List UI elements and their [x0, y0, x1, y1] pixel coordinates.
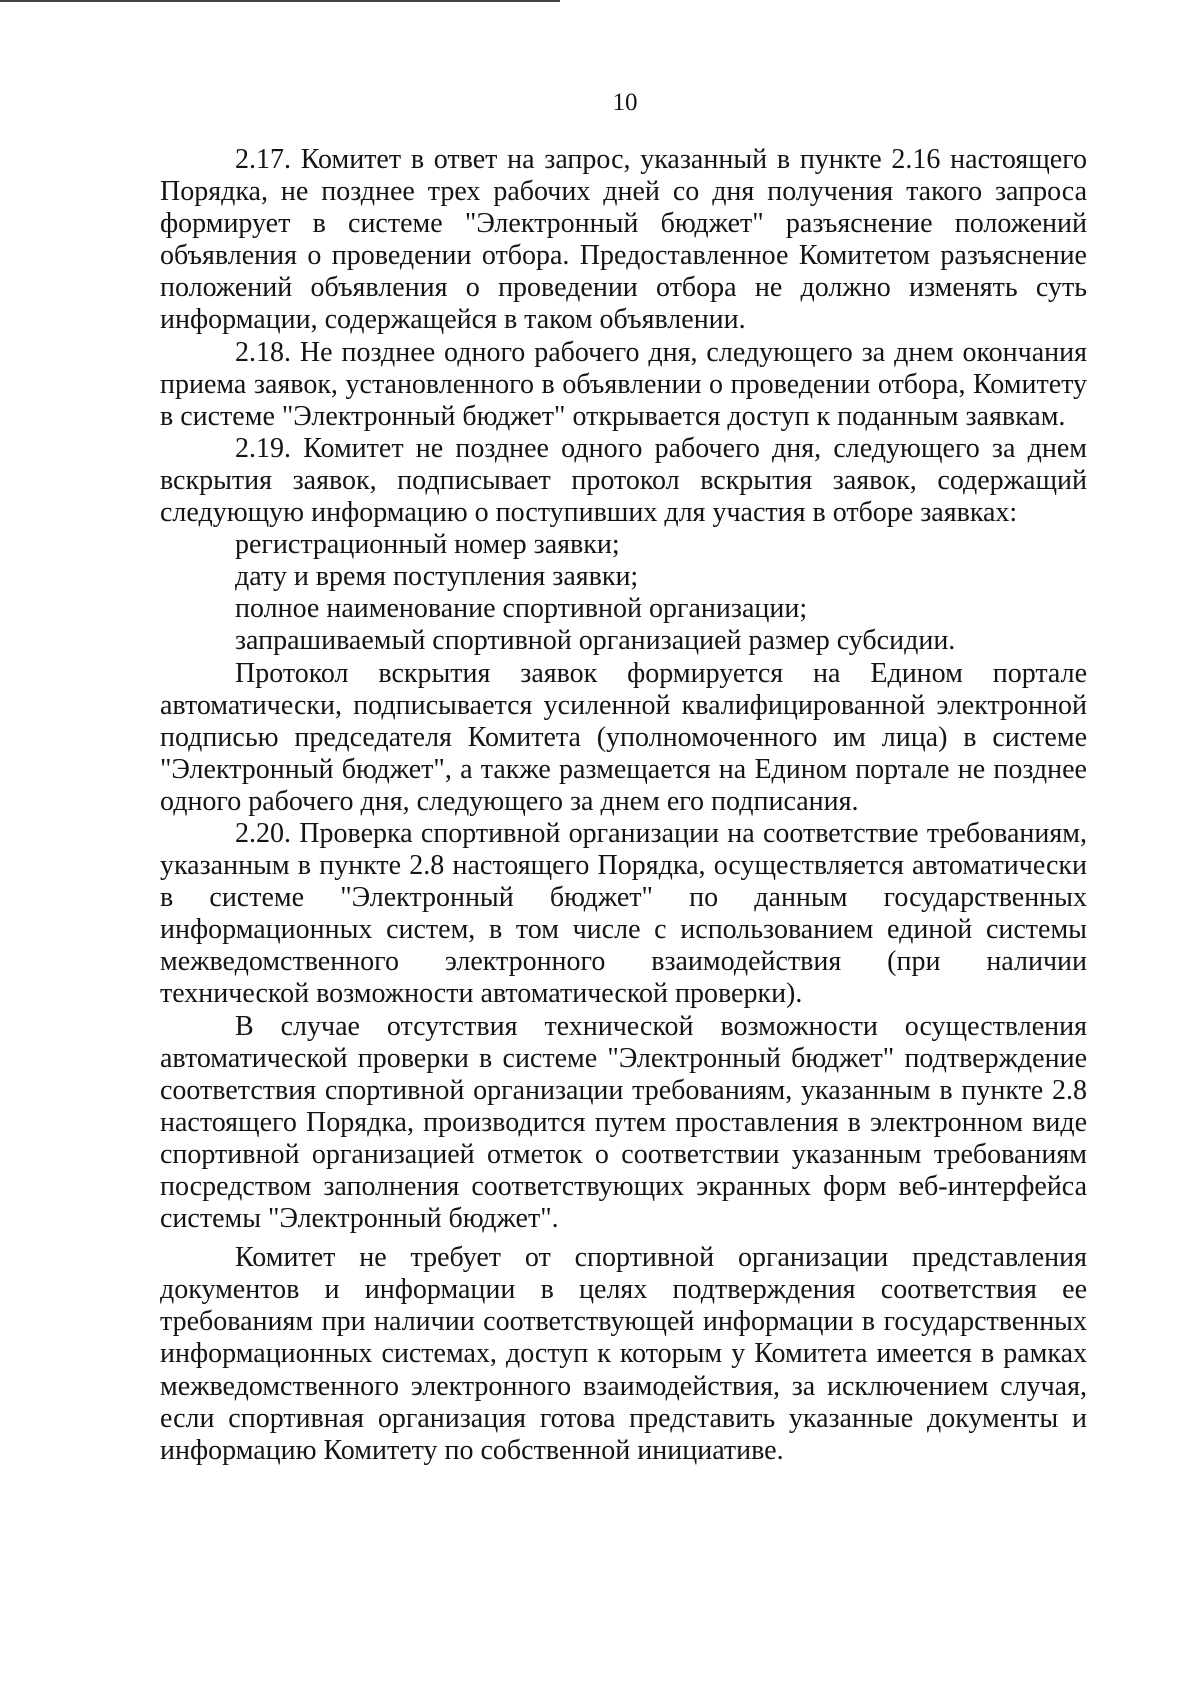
paragraph-committee-requirements: Комитет не требует от спортивной организации представления документов и информации в целях подтверждения соответствия ее требованиям при наличии соответствующей информации в государственных информационных системах, доступ к которым у Комитета имеется в рамках межведомственного электронного взаимодействия, за исключением случая, если спортивная организация готова представить указанные документы и информацию Комитету по собственной инициативе.: [160, 1242, 1087, 1466]
list-item: регистрационный номер заявки;: [235, 529, 620, 561]
paragraph-no-technical-possibility: В случае отсутствия технической возможности осуществления автоматической проверки в системе "Электронный бюджет" подтверждение соответствия спортивной организации требованиям, указанным в пункте 2.8 настоящего Порядка, производится путем проставления в электронном виде спортивной организацией отметок о соответствии указанным требованиям посредством заполнения соответствующих экранных форм веб-интерфейса системы "Электронный бюджет".: [160, 1010, 1087, 1235]
paragraph-2-19: 2.19. Комитет не позднее одного рабочего дня, следующего за днем вскрытия заявок, подписывает протокол вскрытия заявок, содержащий следующую информацию о поступивших для участия в отборе заявках:: [160, 432, 1087, 529]
paragraph-2-17: 2.17. Комитет в ответ на запрос, указанный в пункте 2.16 настоящего Порядка, не позднее трех рабочих дней со дня получения такого запроса формирует в системе "Электронный бюджет" разъяснение положений объявления о проведении отбора. Предоставленное Комитетом разъяснение положений объявления о проведении отбора не должно изменять суть информации, содержащейся в таком объявлении.: [160, 144, 1087, 336]
scan-edge-line: [0, 0, 560, 2]
list-item: дату и время поступления заявки;: [235, 561, 639, 593]
paragraph-2-18: 2.18. Не позднее одного рабочего дня, следующего за днем окончания приема заявок, установленного в объявлении о проведении отбора, Комитету в системе "Электронный бюджет" открывается доступ к поданным заявкам.: [160, 336, 1087, 432]
paragraph-2-20: 2.20. Проверка спортивной организации на соответствие требованиям, указанным в пункте 2.8 настоящего Порядка, осуществляется автоматически в системе "Электронный бюджет" по данным государственных информационных систем, в том числе с использованием единой системы межведомственного электронного взаимодействия (при наличии технической возможности автоматической проверки).: [160, 817, 1087, 1010]
page-number: 10: [612, 89, 638, 116]
paragraph-protocol: Протокол вскрытия заявок формируется на Едином портале автоматически, подписывается усиленной квалифицированной электронной подписью председателя Комитета (уполномоченного им лица) в системе "Электронный бюджет", а также размещается на Едином портале не позднее одного рабочего дня, следующего за днем его подписания.: [160, 657, 1087, 817]
list-item: полное наименование спортивной организации;: [235, 593, 808, 625]
list-item: запрашиваемый спортивной организацией размер субсидии.: [235, 625, 956, 657]
document-body: [160, 144, 1087, 1467]
